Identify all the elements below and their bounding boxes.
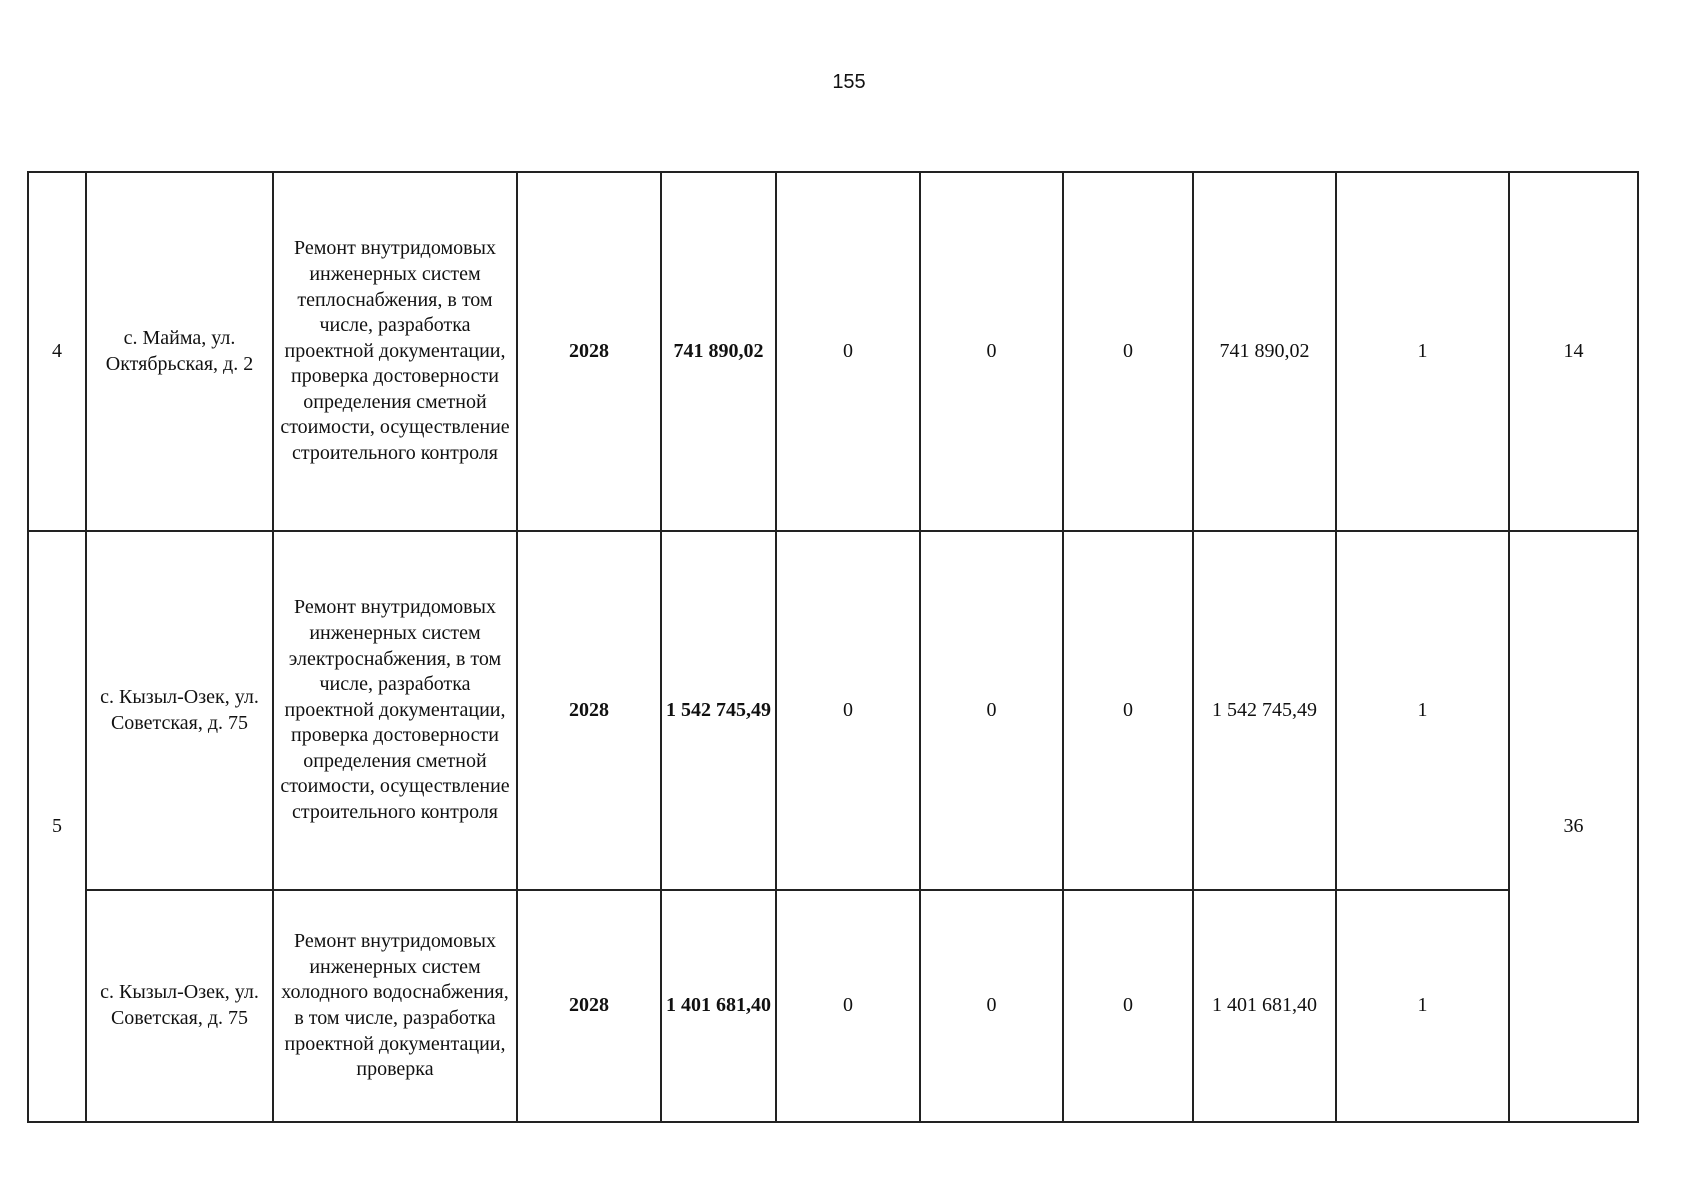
row-number: 5 — [28, 531, 86, 1122]
work-description-cell: Ремонт внутридомовых инженерных систем теплоснабжения, в том числе, разработка проектной документации, проверка достоверности определения сметной стоимости, осуществление строительного контроля — [273, 172, 517, 531]
year-cell: 2028 — [517, 531, 661, 890]
total-cost-cell: 1 401 681,40 — [661, 890, 776, 1122]
value-cell: 0 — [920, 531, 1063, 890]
works-table — [27, 171, 1639, 1123]
table-row — [28, 890, 1638, 1122]
value-cell: 1 — [1336, 172, 1509, 531]
value-cell: 1 401 681,40 — [1193, 890, 1336, 1122]
year-cell: 2028 — [517, 890, 661, 1122]
value-cell: 0 — [1063, 890, 1193, 1122]
value-cell: 0 — [776, 172, 920, 531]
value-cell: 1 542 745,49 — [1193, 531, 1336, 890]
value-cell: 1 — [1336, 890, 1509, 1122]
address-cell: с. Майма, ул. Октябрьская, д. 2 — [86, 172, 273, 531]
value-cell: 1 — [1336, 531, 1509, 890]
year-cell: 2028 — [517, 172, 661, 531]
value-cell: 0 — [920, 890, 1063, 1122]
value-cell: 0 — [920, 172, 1063, 531]
table-row — [28, 172, 1638, 531]
value-cell: 0 — [776, 531, 920, 890]
value-cell: 36 — [1509, 531, 1638, 1122]
total-cost-cell: 741 890,02 — [661, 172, 776, 531]
value-cell: 741 890,02 — [1193, 172, 1336, 531]
address-cell: с. Кызыл-Озек, ул. Советская, д. 75 — [86, 890, 273, 1122]
table-row — [28, 531, 1638, 890]
total-cost-cell: 1 542 745,49 — [661, 531, 776, 890]
address-cell: с. Кызыл-Озек, ул. Советская, д. 75 — [86, 531, 273, 890]
value-cell: 0 — [1063, 531, 1193, 890]
row-number: 4 — [28, 172, 86, 531]
value-cell: 0 — [1063, 172, 1193, 531]
page-number: 155 — [832, 71, 866, 93]
work-description-cell: Ремонт внутридомовых инженерных систем холодного водоснабжения, в том числе, разработка проектной документации, проверка — [273, 890, 517, 1122]
value-cell: 14 — [1509, 172, 1638, 531]
value-cell: 0 — [776, 890, 920, 1122]
work-description-cell: Ремонт внутридомовых инженерных систем электроснабжения, в том числе, разработка проектной документации, проверка достоверности определения сметной стоимости, осуществление строительного контроля — [273, 531, 517, 890]
